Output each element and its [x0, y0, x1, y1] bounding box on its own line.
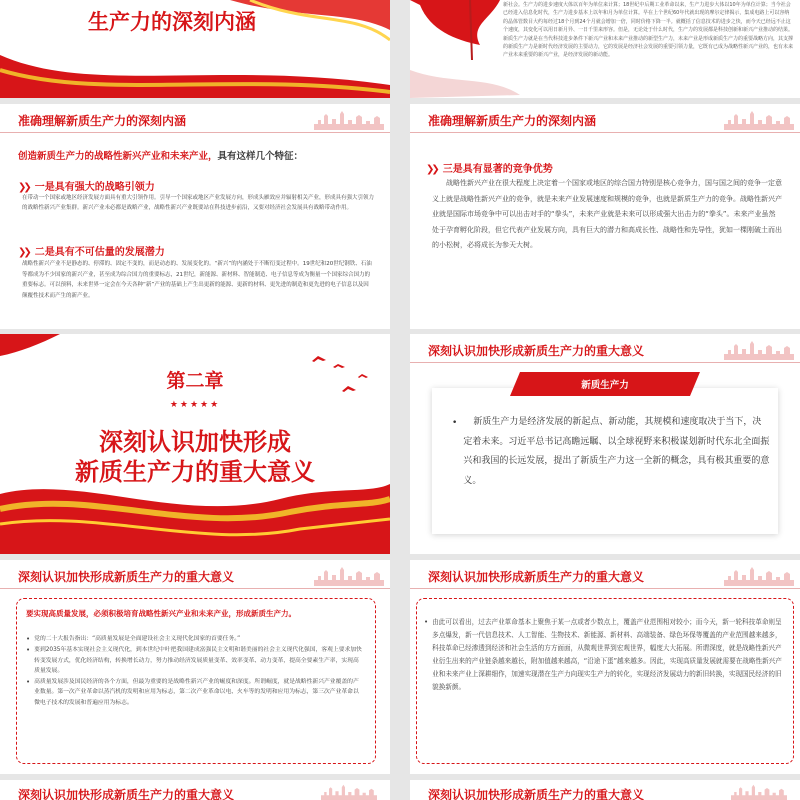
slide-1-title: 生产力的深刻内涵 — [88, 10, 256, 34]
slide-3-header: 准确理解新质生产力的深刻内涵 — [18, 114, 187, 128]
slide-3-intro — [18, 148, 303, 162]
slide-4-header: 准确理解新质生产力的深刻内涵 — [428, 114, 597, 128]
slide-4-text: 战略性新兴产业在很大程度上决定着一个国家或地区的综合国力特别是核心竞争力，国与国之间的竞争一定意义上就是战略性新兴产业的竞争，就是未来产业发展速度和规模的竞争，也就是新质生产力的竞争。战略性新兴产业就是国际市场竞争中可以出击对手的“拳头”，未来产业就是未来可以形成强大出击力的“拳头”。未来产业虽然处于孕育孵化阶段，但它代表产业发展方向，具有巨大的潜力和高成长性、战略性和先导性，犹如一棵刚破土而出的小松树，必将成长为参天大树。 — [432, 179, 782, 249]
intro-rest: 具有这样几个特征： — [217, 151, 304, 162]
chevron-right-icon: ❯❯ — [18, 247, 29, 258]
section-2-text: 战略性新兴产业不是静态的、停滞的、固定不变的，而是动态的、发展变化的。“新兴”的内涵处于不断衍变过程中。19世纪和20世纪钢铁、石油等都成为不少国家的新兴产业，甚至成为综合国力的重要标志，21世纪，新能源、新材料、智能制造、电子信息等成为衡量一个国家综合国力的重要标志。可以预料，未来世界一定会在今天各种“新”产业的基础上产生出更新的能源、更新的材料、更先进的制造和更先进的电子信息以及因颠覆性技术而产生的新产业。 — [22, 261, 372, 299]
section-2-title: 二是具有不可估量的发展潜力 — [34, 247, 165, 258]
header-divider — [0, 588, 390, 589]
slide-8-text: 由此可以看出，过去产业革命基本上聚焦于某一点或者少数点上，覆盖产业范围相对较小；而今天，新一轮科技革命则呈多点爆发，新一代信息技术、人工智能、生物技术、新能源、新材料、高端装备、绿色环保等覆盖的产业范围越来越多，科技革命已经渗透到经济和社会生活的方方面面，从微观世界到宏观世界，幅度大大拓展。所谓深度，就是战略性新兴产业衍生出来的产业链条越来越长，附加值越来越高，“沿途下蛋”越来越多。因此，实现高质量发展就需要在战略性新兴产业和未来产业上深耕细作，加速实现潜在生产力向现实生产力的转化，实现经济发展动力的新旧转换，实现国民经济的旧貌换新颜。 — [432, 618, 782, 691]
great-wall-icon — [724, 110, 794, 130]
section-1-heading — [18, 175, 155, 194]
list-item-text: 要到2035年基本实现社会主义现代化，到本世纪中叶把我国建成富强民主文明和谐美丽的社会主义现代化强国，客观上要求加快转变发展方式，优化经济结构，转换增长动力，努力推动经济发展质量变革、效率变革、动力变革，提高全要素生产率，实现高质量发展。 — [34, 647, 362, 674]
slide-7[interactable] — [0, 560, 390, 774]
banner-title: 新质生产力 — [581, 380, 629, 391]
slide-8-header: 深刻认识加快形成新质生产力的重大意义 — [428, 570, 645, 584]
list-item: • 高质量发展涉及国民经济的各个方面，但最为重要的是战略性新兴产业的崛度和深度。所谓崛度，就是战略性新兴产业覆盖的产业数量。第一次产业革命以蒸汽机的发明和应用为标志，第二次产业革命以电、火车等的发明和应用为标志，第三次产业革命以微电子技术的发展和普遍应用为标志。 — [26, 677, 364, 709]
section-2-heading — [18, 240, 165, 259]
great-wall-icon — [724, 784, 794, 800]
slide-9-header: 深刻认识加快形成新质生产力的重大意义 — [18, 788, 235, 800]
great-wall-icon — [314, 566, 384, 586]
chapter-title-line-1: 深刻认识加快形成 — [99, 428, 291, 456]
slide-8[interactable] — [410, 560, 800, 774]
intro-highlight: 创造新质生产力的战略性新兴产业和未来产业， — [18, 151, 218, 162]
section-1-title: 一是具有强大的战略引领力 — [34, 182, 155, 193]
slide-2-paragraph: 新社会。生产力的进步速度大体以百年为单位来计算；18世纪中后期工业革命以来，生产力进步大体以10年为单位计算；当今社会已经进入信息化时代，生产力进步基本上以年和月为单位计算。早在上个世纪60年代就出现的摩尔定律揭示，集成电路上可以容纳的晶体管数目大约每经过18个月到24个月就会增加一倍，同时价格下降一半。就概括了信息技术的进步之快，而今天已经远不止这个速度，其变化可以用日新月异、一日千里来形容。但是，无论处于什么时代，生产力的发展都是科技创新和新兴产业推动的结果。新质生产力就是在当代科技进步条件下新兴产业和未来产业推动的新型生产力，未来产业是形成新质生产力的重要战略方向，其支撑的新质生产力是新时代经济发展的主要动力，它的发展是经济社会发展的重要引领力量，它既有已成为战略性新兴产业的，也有未来产业未来重要的新兴产业，是经济发展的新动能。 — [503, 2, 794, 59]
chevron-right-icon: ❯❯ — [18, 182, 29, 193]
slide-6-header: 深刻认识加快形成新质生产力的重大意义 — [428, 344, 645, 358]
chapter-title-line-2: 新质生产力的重大意义 — [75, 458, 315, 486]
header-divider — [410, 132, 800, 133]
header-divider — [0, 132, 390, 133]
great-wall-icon — [724, 566, 794, 586]
bullet-dot: • — [452, 418, 458, 428]
great-wall-icon — [314, 110, 384, 130]
section-3-heading — [426, 157, 553, 176]
slide-6-text: 新质生产力是经济发展的新起点、新动能，其规模和速度取决于当下，决定着未来。习近平总书记高瞻远瞩、以全球视野来积极谋划新时代东北全面振兴和我国的长远发展，提出了新质生产力这一全新的概念，具有极其重要的意义。 — [463, 417, 770, 486]
slide-6-body — [452, 413, 770, 491]
list-item: • 要到2035年基本实现社会主义现代化，到本世纪中叶把我国建成富强民主文明和谐美丽的社会主义现代化强国，客观上要求加快转变发展方式，优化经济结构，转换增长动力，努力推动经济发展质量变革、效率变革、动力变革，提高全要素生产率，实现高质量发展。 — [26, 645, 364, 677]
great-wall-icon — [314, 784, 384, 800]
list-item-text: 党的二十大报告指出：“高质量发展是全面建设社会主义现代化国家的首要任务。” — [34, 636, 241, 642]
header-divider — [410, 588, 800, 589]
slide-8-body — [424, 616, 784, 694]
slide-4[interactable] — [410, 104, 800, 329]
chevron-right-icon: ❯❯ — [426, 164, 437, 175]
slide-10[interactable] — [410, 780, 800, 800]
section-3-title: 三是具有显著的竞争优势 — [442, 164, 553, 175]
chapter-label: 第二章 — [166, 370, 224, 392]
slide-7-header: 深刻认识加快形成新质生产力的重大意义 — [18, 570, 235, 584]
section-1-text: 在带动一个国家或地区经济发展方面具有重大引领作用。引导一个国家或地区产业发展方向，形成头雁效应并辐射相关产业，形成具有强大引领力的战略性新兴产业集群。新兴产业未必都是战略产业，战略性新兴产业既要站在科技进步前沿，又要对经济社会发展具有战略带动作用。 — [22, 195, 375, 211]
slide-7-highlight: 要实现高质量发展，必须积极培育战略性新兴产业和未来产业，形成新质生产力。 — [26, 609, 296, 618]
header-divider — [410, 362, 800, 363]
slide-10-header: 深刻认识加快形成新质生产力的重大意义 — [428, 788, 645, 800]
slide-1[interactable] — [0, 0, 390, 98]
slide-9[interactable] — [0, 780, 390, 800]
slide-6[interactable] — [410, 334, 800, 554]
slide-5[interactable] — [0, 334, 390, 554]
slide-7-bullets — [26, 634, 364, 708]
slide-3[interactable] — [0, 104, 390, 329]
star-divider: ★★★★★ — [169, 400, 221, 410]
list-item: • 党的二十大报告指出：“高质量发展是全面建设社会主义现代化国家的首要任务。” — [26, 635, 241, 643]
bullet-dot: • — [424, 618, 429, 626]
slide-2[interactable] — [410, 0, 800, 98]
great-wall-icon — [724, 340, 794, 360]
list-item-text: 高质量发展涉及国民经济的各个方面，但最为重要的是战略性新兴产业的崛度和深度。所谓崛度，就是战略性新兴产业覆盖的产业数量。第一次产业革命以蒸汽机的发明和应用为标志，第二次产业革命以电、火车等的发明和应用为标志，第三次产业革命以微电子技术的发展和普遍应用为标志。 — [34, 678, 359, 706]
